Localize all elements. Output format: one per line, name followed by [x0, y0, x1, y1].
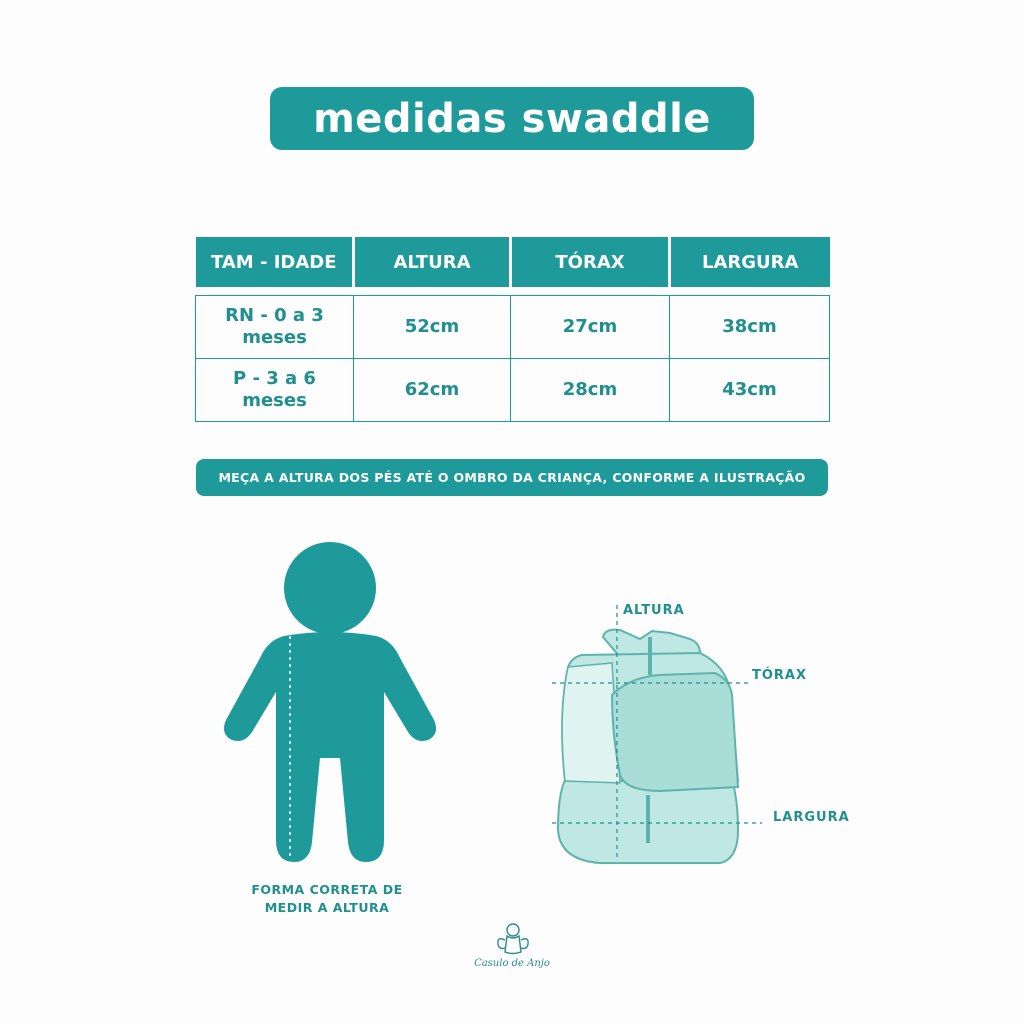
measure-instruction — [196, 459, 828, 496]
cell-largura: 38cm — [670, 296, 830, 359]
measure-instruction-text: MEÇA A ALTURA DOS PÉS ATÉ O OMBRO DA CRIANÇA, CONFORME A ILUSTRAÇÃO — [218, 470, 806, 485]
label-altura: ALTURA — [623, 603, 685, 618]
swaddle-icon — [540, 595, 870, 870]
child-caption — [227, 881, 427, 917]
table-row — [196, 296, 830, 359]
angel-logo-icon — [495, 922, 531, 956]
cell-size: RN - 0 a 3 meses — [196, 296, 354, 359]
cell-torax: 27cm — [511, 296, 670, 359]
page-title — [270, 87, 754, 150]
label-largura: LARGURA — [773, 810, 850, 825]
table-row — [196, 359, 830, 422]
child-silhouette-icon — [222, 540, 438, 870]
child-caption-line1: FORMA CORRETA DE — [251, 882, 403, 897]
header-tam-idade: TAM - IDADE — [196, 237, 354, 287]
cell-size: P - 3 a 6 meses — [196, 359, 354, 422]
size-table — [195, 237, 830, 422]
label-torax: TÓRAX — [752, 668, 808, 683]
header-largura: LARGURA — [670, 237, 830, 287]
table-spacer — [196, 287, 830, 296]
cell-largura: 43cm — [670, 359, 830, 422]
header-torax: TÓRAX — [511, 237, 670, 287]
cell-torax: 28cm — [511, 359, 670, 422]
page-title-text: medidas swaddle — [313, 95, 711, 142]
table-header-row — [196, 237, 830, 287]
child-caption-line2: MEDIR A ALTURA — [264, 900, 390, 915]
brand-name: Casulo de Anjo — [474, 958, 550, 969]
cell-altura: 62cm — [354, 359, 511, 422]
cell-altura: 52cm — [354, 296, 511, 359]
header-altura: ALTURA — [354, 237, 511, 287]
